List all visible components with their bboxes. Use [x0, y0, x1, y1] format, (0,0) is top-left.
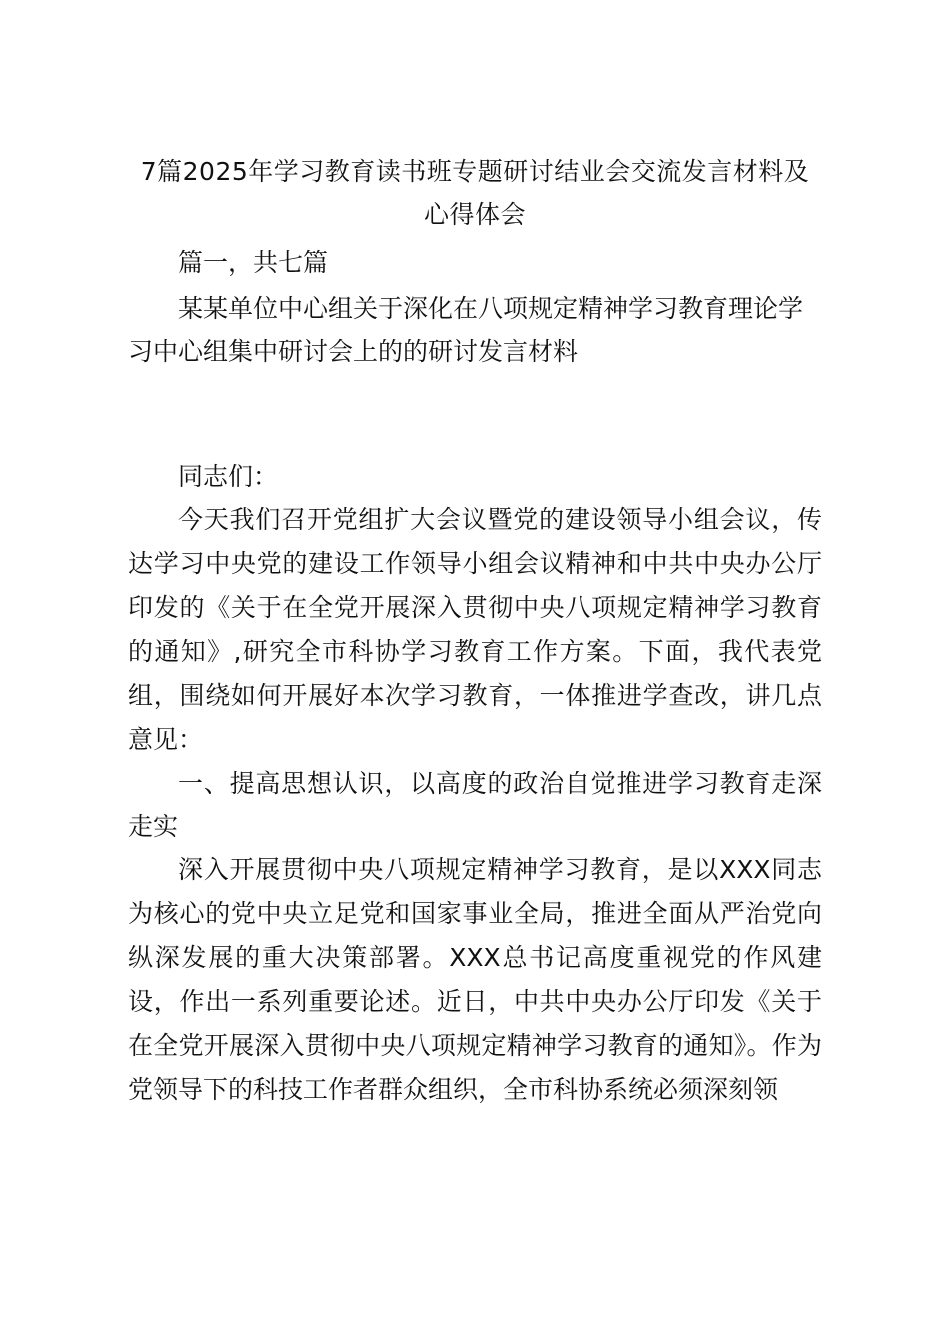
section-label: 篇一，共七篇 [178, 248, 329, 277]
salutation: 同志们： [178, 462, 279, 491]
section-heading-1: 一、提高思想认识，以高度的政治自觉推进学习教育走深走实 [128, 769, 822, 841]
document-subtitle: 某某单位中心组关于深化在八项规定精神学习教育理论学习中心组集中研讨会上的的研讨发言材料 [128, 294, 804, 366]
blank-space [128, 373, 822, 455]
document-title: 7篇2025年学习教育读书班专题研讨结业会交流发言材料及心得体会 [140, 157, 810, 229]
paragraph-2: 深入开展贯彻中央八项规定精神学习教育，是以XXX同志为核心的党中央立足党和国家事业全局，推进全面从严治党向纵深发展的重大决策部署。XXX总书记高度重视党的作风建设，作出一系列重要论述。近日，中共中央办公厅印发《关于在全党开展深入贯彻中央八项规定精神学习教育的通知》。作为党领导下的科技工作者群众组织，全市科协系统必须深刻领 [128, 855, 822, 1104]
paragraph-1: 今天我们召开党组扩大会议暨党的建设领导小组会议，传达学习中央党的建设工作领导小组会议精神和中共中央办公厅印发的《关于在全党开展深入贯彻中央八项规定精神学习教育的通知》,研究全市科协学习教育工作方案。下面，我代表党组，围绕如何开展好本次学习教育，一体推进学查改，讲几点意见： [128, 505, 822, 754]
document-body [128, 150, 822, 1112]
